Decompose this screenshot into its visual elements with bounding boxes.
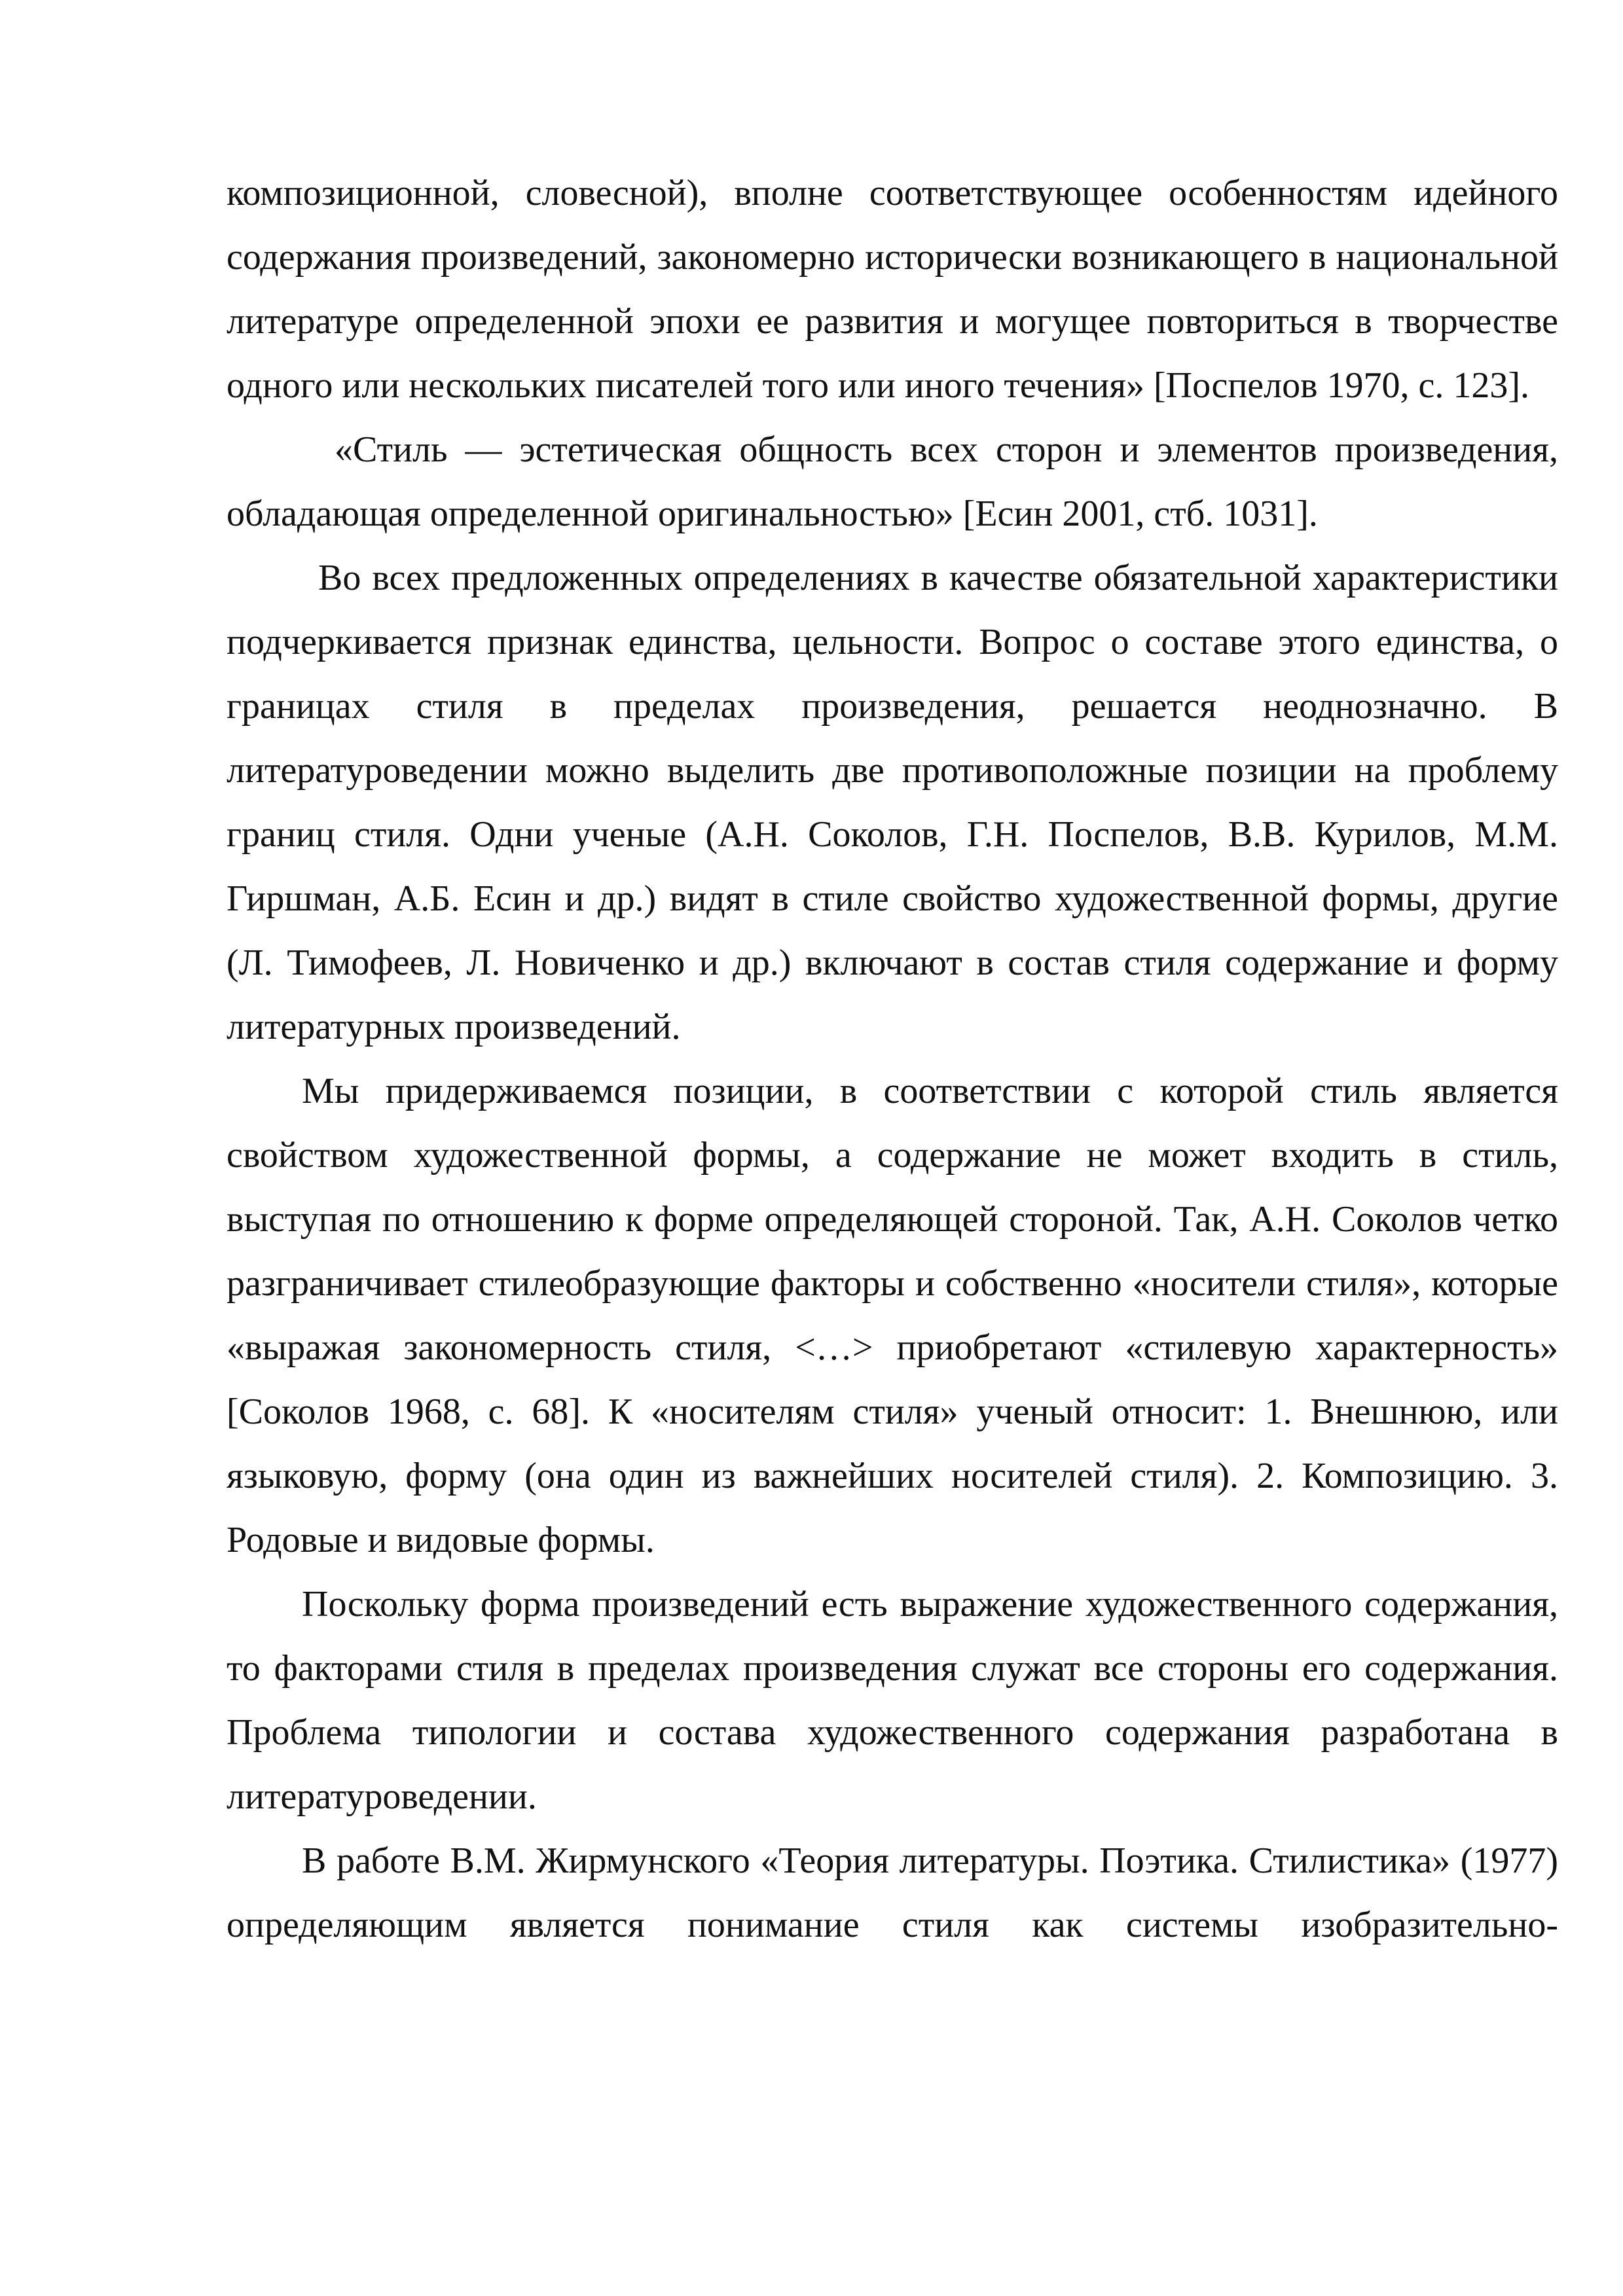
paragraph-5: Поскольку форма произведений есть выражение художественного содержания, то факторами стиля в пределах произведения служат все стороны его содержания. Проблема типологии и состава художественного содержания разработана в литературоведении. bbox=[227, 1584, 1558, 1817]
paragraph-3: Во всех предложенных определениях в качестве обязательной характеристики подчеркивается признак единства, цельности. Вопрос о составе этого единства, о границах стиля в пределах произведения, решается неоднозначно. В литературоведении можно выделить две противоположные позиции на проблему границ стиля. Одни ученые (А.Н. Соколов, Г.Н. Поспелов, В.В. Курилов, М.М. Гиршман, А.Б. Есин и др.) видят в стиле свойство художественной формы, другие (Л. Тимофеев, Л. Новиченко и др.) включают в состав стиля содержание и форму литературных произведений. bbox=[227, 558, 1558, 1047]
paragraph-6: В работе В.М. Жирмунского «Теория литературы. Поэтика. Стилистика» (1977) определяющим является понимание стиля как системы изобразительно- bbox=[227, 1840, 1558, 1945]
document-page bbox=[227, 161, 1558, 1957]
paragraph-1: композиционной, словесной), вполне соответствующее особенностям идейного содержания произведений, закономерно исторически возникающего в национальной литературе определенной эпохи ее развития и могущее повториться в творчестве одного или нескольких писателей того или иного течения» [Поспелов 1970, с. 123]. bbox=[227, 173, 1558, 406]
paragraph-2: «Стиль — эстетическая общность всех сторон и элементов произведения, обладающая определенной оригинальностью» [Есин 2001, стб. 1031]. bbox=[227, 429, 1558, 534]
paragraph-4: Мы придерживаемся позиции, в соответствии с которой стиль является свойством художественной формы, а содержание не может входить в стиль, выступая по отношению к форме определяющей стороной. Так, А.Н. Соколов четко разграничивает стилеобразующие факторы и собственно «носители стиля», которые «выражая закономерность стиля, <…> приобретают «стилевую характерность» [Соколов 1968, с. 68]. К «носителям стиля» ученый относит: 1. Внешнюю, или языковую, форму (она один из важнейших носителей стиля). 2. Композицию. 3. Родовые и видовые формы. bbox=[227, 1071, 1558, 1560]
